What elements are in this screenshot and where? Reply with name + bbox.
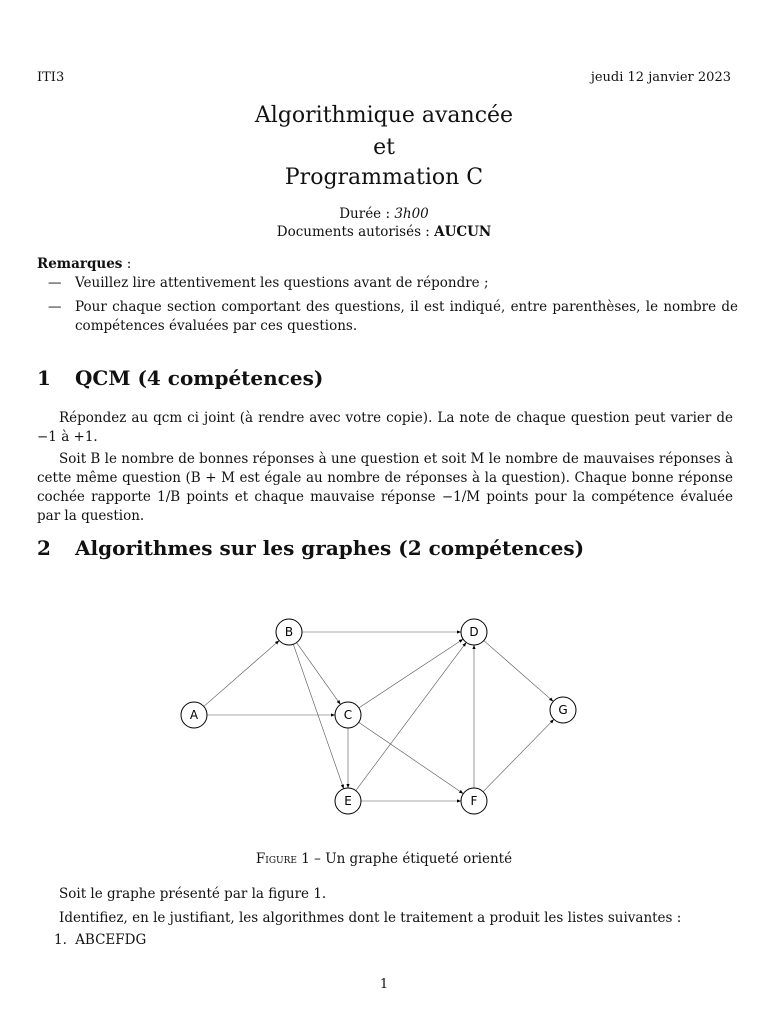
figure-caption	[0, 851, 768, 867]
remark-item	[48, 298, 738, 336]
graph-edge-e-d	[356, 642, 466, 790]
list-item-number: 1.	[54, 932, 67, 948]
list-item-text: ABCEFDG	[75, 932, 147, 948]
svg-text:E: E	[344, 794, 352, 808]
duration-label: Durée :	[339, 206, 395, 222]
duration-value: 3h00	[394, 206, 429, 222]
graph-edges	[204, 632, 554, 801]
section-1-paragraph-1: Répondez au qcm ci joint (à rendre avec votre copie). La note de chaque question peut varier de −1 à +1.	[37, 410, 733, 445]
remark-item	[48, 274, 738, 293]
remark-dash: —	[48, 299, 62, 315]
graph-edge-c-d	[359, 639, 463, 708]
page-number: 1	[379, 977, 389, 992]
section-2-paragraph-1: Soit le graphe présenté par la figure 1.	[59, 886, 327, 902]
duration-line	[0, 206, 768, 222]
figure-label: Figure 1	[255, 851, 310, 867]
documents-value: AUCUN	[434, 224, 492, 240]
svg-text:D: D	[469, 625, 479, 639]
graph-edge-f-g	[483, 719, 554, 791]
section-1-number: 1	[37, 366, 51, 390]
remark-text: Veuillez lire attentivement les questions avant de répondre ;	[75, 275, 489, 291]
title-line-2: et	[373, 135, 395, 160]
svg-text:G: G	[558, 703, 568, 717]
graph-edge-d-g	[484, 641, 553, 702]
remark-dash: —	[48, 275, 62, 291]
remark-text: Pour chaque section comportant des questions, il est indiqué, entre parenthèses, le nombre de compétences évaluées par ces questions.	[75, 299, 738, 334]
figure-caption-text: – Un graphe étiqueté orienté	[309, 851, 513, 867]
graph-node-d	[461, 619, 487, 645]
graph-edge-b-c	[297, 643, 341, 705]
section-1-paragraph-2: Soit B le nombre de bonnes réponses à une question et soit M le nombre de mauvaises réponses à cette même question (B + M est égale au nombre de réponses à la question). Chaque bonne réponse cochée rapporte 1/B points et chaque mauvaise réponse −1/M points pour la compétence évaluée par la question.	[37, 451, 733, 524]
section-2-number: 2	[37, 536, 51, 560]
graph-nodes	[181, 619, 576, 814]
section-2-title: Algorithmes sur les graphes (2 compétences)	[75, 536, 585, 560]
section-2-paragraph-2: Identifiez, en le justifiant, les algorithmes dont le traitement a produit les listes suivantes :	[59, 910, 682, 926]
documents-label: Documents autorisés :	[276, 224, 435, 240]
remarks-label: Remarques	[37, 256, 123, 272]
remarks-heading	[37, 255, 131, 274]
section-1-heading	[37, 366, 323, 390]
header-course-code: ITI3	[37, 70, 65, 85]
graph-edge-a-b	[204, 641, 279, 707]
graph-node-c	[335, 702, 361, 728]
documents-line	[0, 224, 768, 240]
graph-edge-c-f	[359, 722, 464, 793]
svg-text:C: C	[343, 708, 353, 722]
graph-figure	[0, 590, 768, 830]
svg-text:B: B	[284, 625, 294, 639]
graph-node-g	[550, 697, 576, 723]
list-item	[54, 931, 146, 950]
svg-text:A: A	[189, 708, 199, 722]
graph-node-f	[461, 788, 487, 814]
title-line-3: Programmation C	[284, 165, 484, 190]
section-1-title: QCM (4 compétences)	[75, 366, 324, 390]
svg-text:F: F	[470, 794, 478, 808]
section-2-heading	[37, 536, 584, 560]
title-line-1: Algorithmique avancée	[254, 103, 514, 128]
graph-node-e	[335, 788, 361, 814]
graph-node-b	[276, 619, 302, 645]
graph-node-a	[181, 702, 207, 728]
header-date: jeudi 12 janvier 2023	[590, 70, 731, 85]
remarks-colon: :	[122, 256, 132, 272]
